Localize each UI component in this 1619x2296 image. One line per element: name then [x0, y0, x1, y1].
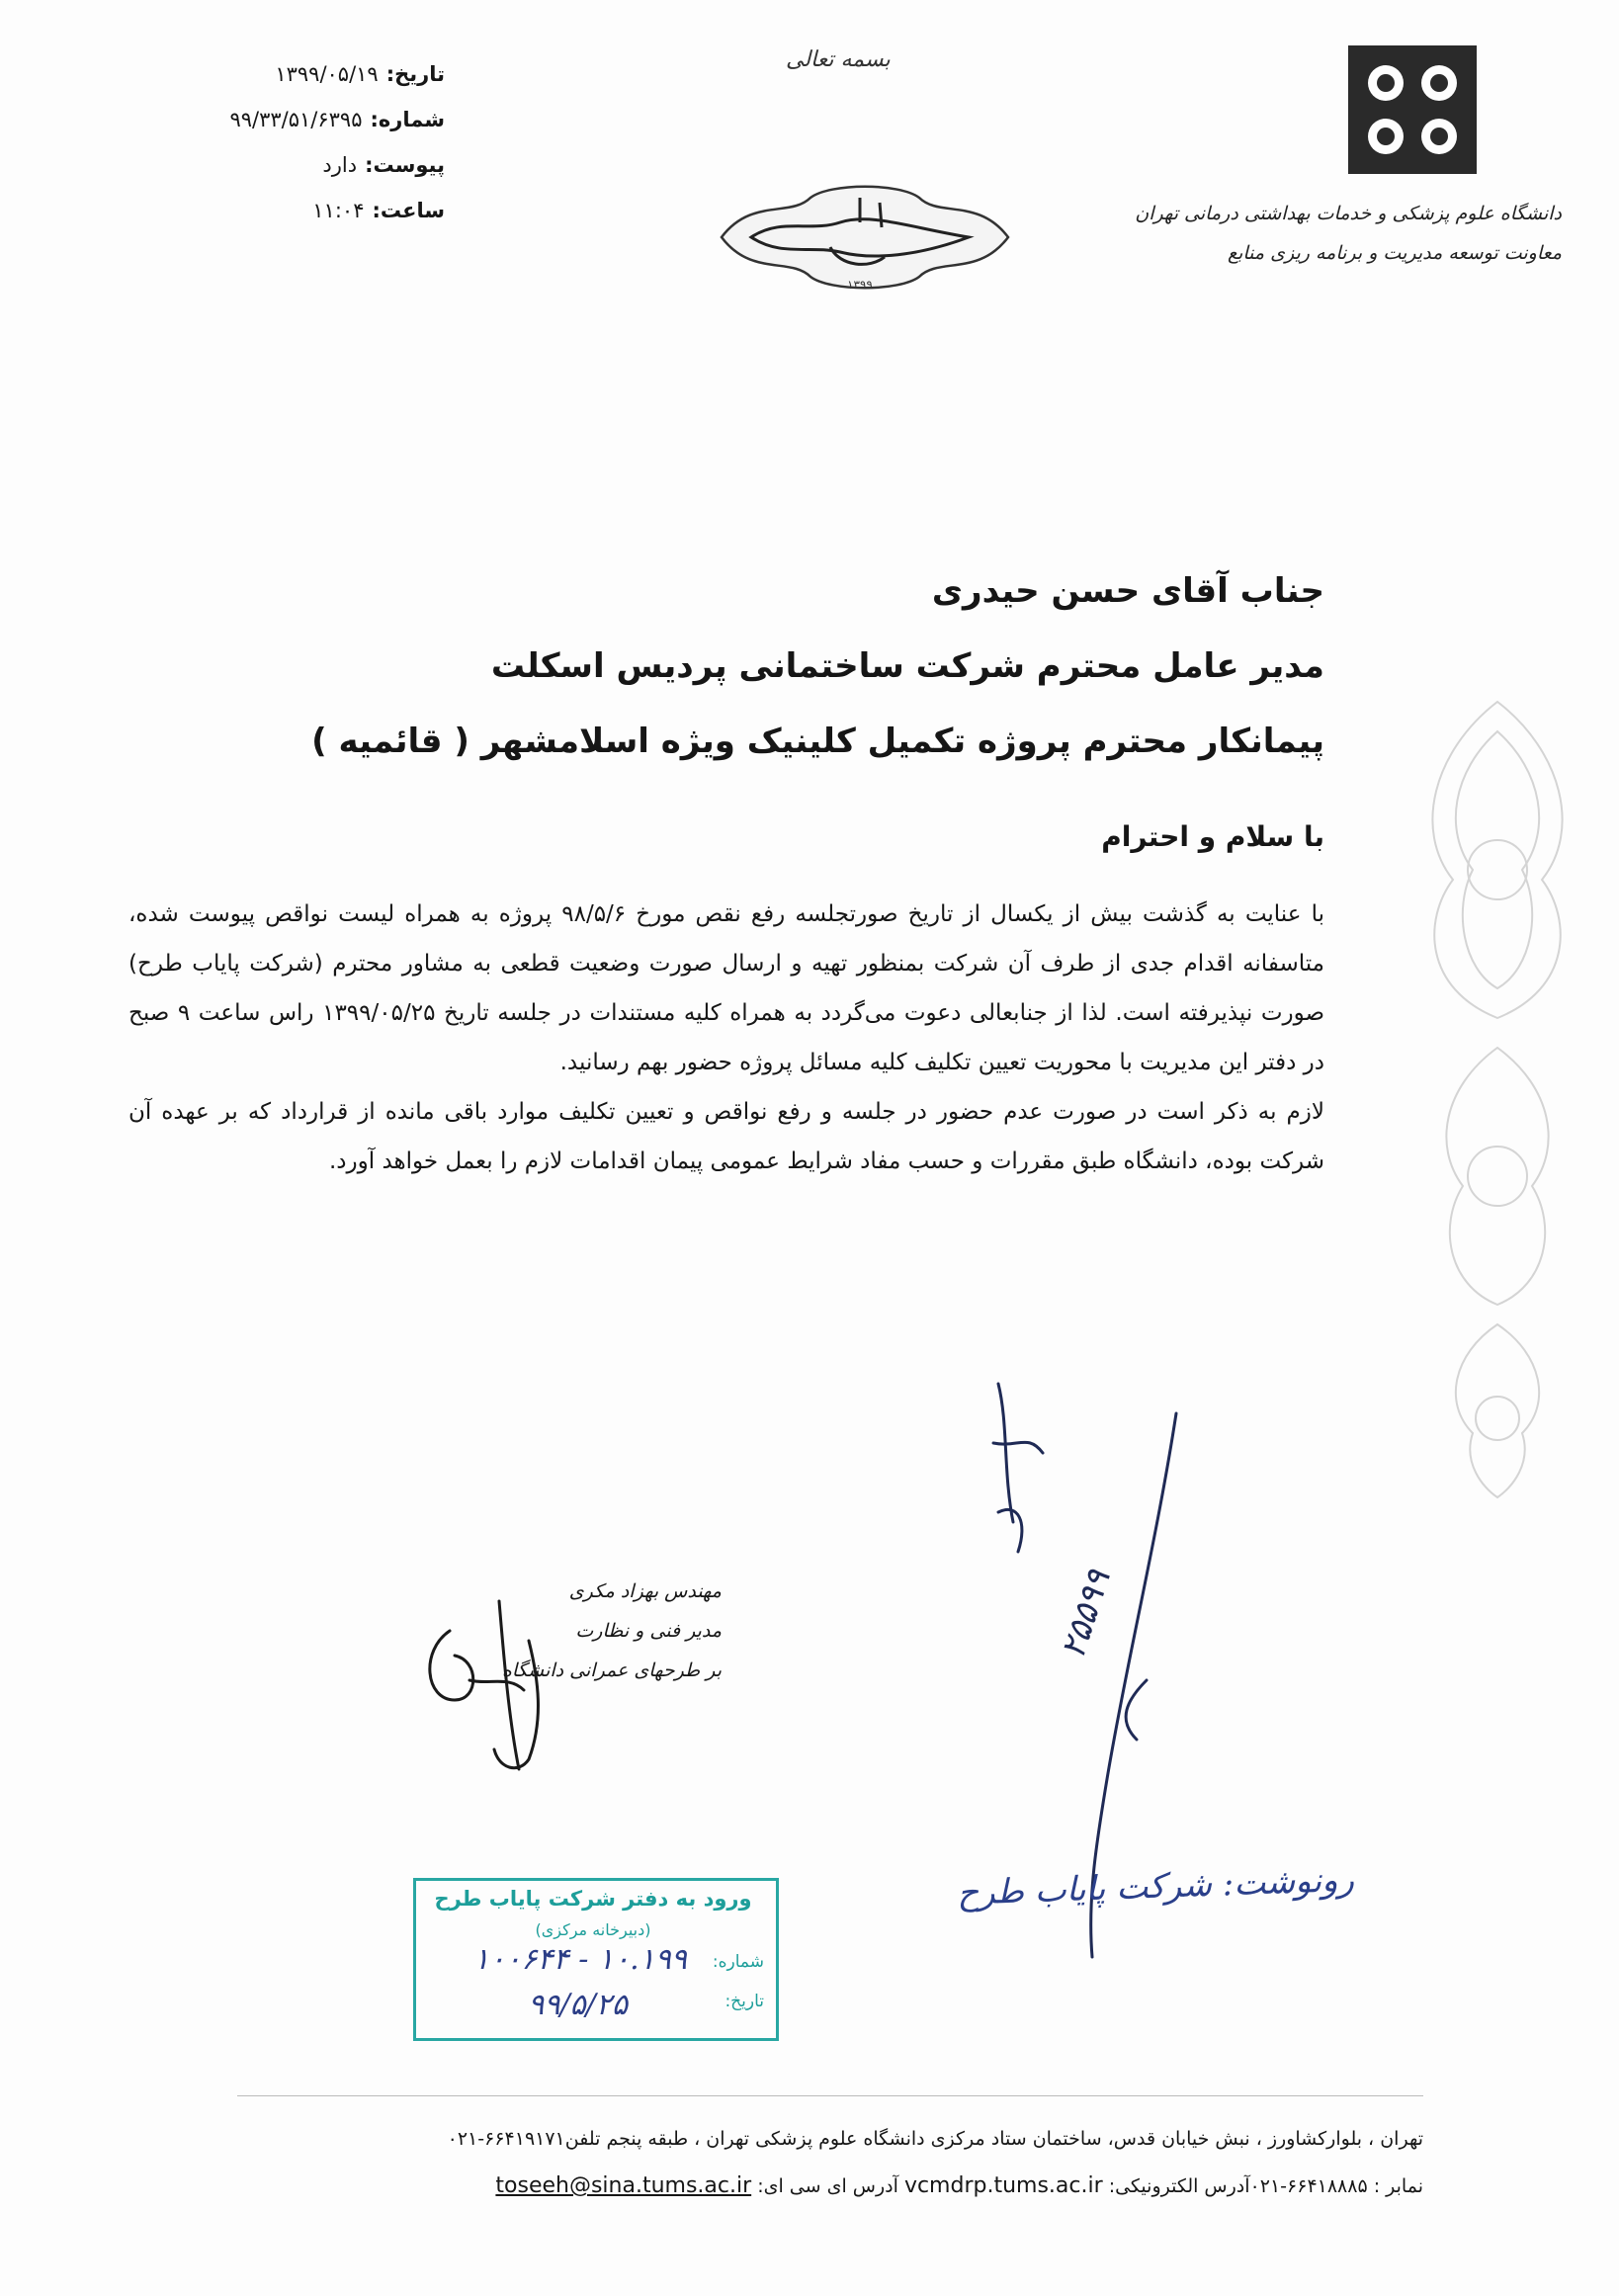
body-paragraph-2: لازم به ذکر است در صورت عدم حضور در جلسه و رفع نواقص و تعیین تکلیف موارد باقی مانده از قرارداد که بر عهده آن شرکت بوده، دانشگاه طبق مقررات و حسب مفاد شرایط عمومی پیمان اقدامات لازم را بعمل خواهد آورد. [128, 1099, 1324, 1174]
svg-text:١٣٩٩: ١٣٩٩ [847, 278, 873, 292]
organization-name [1135, 194, 1562, 273]
stamp-date-label: تاریخ: [724, 1992, 764, 2011]
signatory-scope: بر طرحهای عمرانی دانشگاه [501, 1659, 722, 1681]
stamp-number-label: شماره: [712, 1952, 764, 1972]
org-university: دانشگاه علوم پزشکی و خدمات بهداشتی درمانی تهران [1135, 203, 1562, 224]
meta-date: تاریخ:۱۳۹۹/۰۵/۱۹ [275, 62, 445, 86]
footer-website[interactable]: vcmdrp.tums.ac.ir [903, 2173, 1103, 2198]
letter-body [128, 890, 1324, 1186]
footer-email[interactable]: toseeh@sina.tums.ac.ir [495, 2173, 752, 2198]
addressee-role: پیمانکار محترم پروژه تکمیل کلینیک ویژه اسلامشهر ( قائمیه ) [311, 722, 1324, 761]
addressee-name: جناب آقای حسن حیدری [931, 571, 1324, 611]
greeting: با سلام و احترام [1101, 820, 1324, 853]
handwritten-cc-note: رونوشت: شرکت پایاب طرح [956, 1859, 1355, 1913]
footer-divider [237, 2095, 1423, 2096]
meta-number: شماره:۹۹/۳۳/۵۱/۶۳۹۵ [229, 108, 445, 131]
bismillah-heading: بسمه تعالی [786, 47, 891, 72]
decorative-ornament [1394, 692, 1601, 1502]
footer-email-label: آدرس ای سی ای: [757, 2175, 898, 2197]
body-paragraph-1: با عنایت به گذشت بیش از یکسال از تاریخ صورتجلسه رفع نقص مورخ ۹۸/۵/۶ پروژه به همراه لیست نواقص پیوست شده، متاسفانه اقدام جدی از طرف آن شرکت بمنظور تهیه و ارسال صورت وضعیت قطعی به مشاور محترم (شرکت پایاب طرح) صورت نپذیرفته است. لذا از جنابعالی دعوت می‌گردد به همراه کلیه مستندات در جلسه تاریخ ۱۳۹۹/۰۵/۲۵ راس ساعت ۹ صبح در دفتر این مدیریت با محوریت تعیین تکلیف کلیه مسائل پروژه حضور بهم رسانید. [128, 901, 1324, 1075]
stamp-date-value: ۹۹/۵/۲۵ [528, 1988, 628, 2022]
addressee-block [297, 553, 1324, 779]
note-number: ۲۵۵۹۹ [1053, 1565, 1119, 1663]
addressee-title: مدیر عامل محترم شرکت ساختمانی پردیس اسکلت [490, 646, 1324, 686]
footer-address: تهران ، بلوارکشاورز ، نبش خیابان قدس، ساختمان ستاد مرکزی دانشگاه علوم پزشکی تهران ، طبقه پنجم تلفن۶۶۴۱۹۱۷۱-۰۲۱ [447, 2128, 1423, 2150]
received-stamp [413, 1878, 779, 2041]
handwritten-signature [410, 1581, 568, 1779]
year-slogan-emblem [712, 178, 1018, 297]
letter-footer [237, 2115, 1423, 2210]
footer-contact [237, 2163, 1423, 2210]
meta-attachment: پیوست:دارد [322, 153, 445, 177]
signatory-name: مهندس بهزاد مکری [568, 1580, 722, 1602]
stamp-subtitle: (دبیرخانه مرکزی) [535, 1920, 651, 1939]
org-department: معاونت توسعه مدیریت و برنامه ریزی منابع [1227, 242, 1562, 264]
letter-meta [158, 51, 445, 233]
stamp-number-value: ۱۰.۱۹۹ - ۱۰۰۶۴۴ [472, 1942, 687, 1977]
footer-fax: نمابر : ۶۶۴۱۸۸۸۵-۰۲۱آدرس الکترونیکی: [1108, 2175, 1423, 2197]
signatory-title: مدیر فنی و نظارت [575, 1620, 722, 1642]
university-logo [1346, 43, 1479, 176]
meta-time: ساعت:۱۱:۰۴ [312, 199, 445, 222]
stamp-title: ورود به دفتر شرکت پایاب طرح [434, 1887, 752, 1911]
